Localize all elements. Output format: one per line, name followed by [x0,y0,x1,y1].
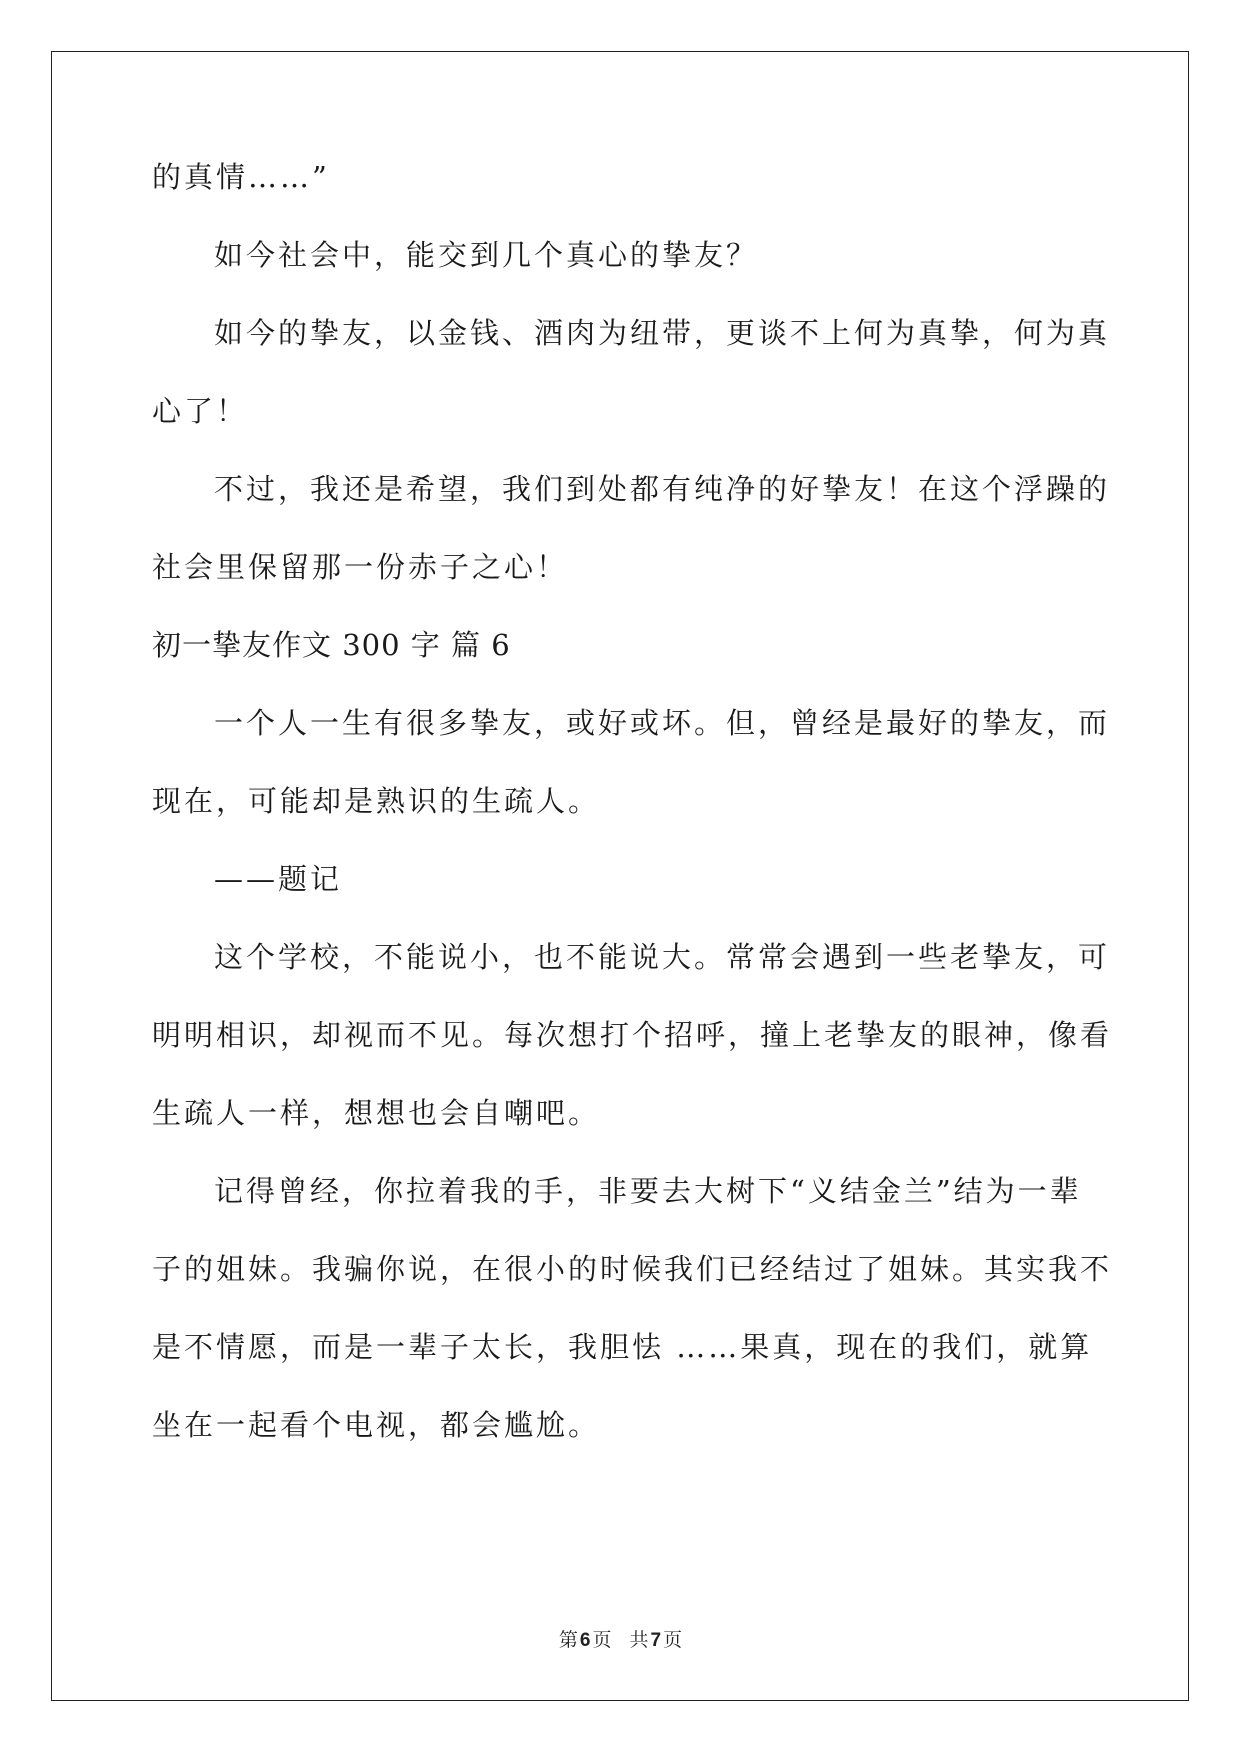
text-line: 坐在一起看个电视，都会尴尬。 [152,1408,601,1442]
epigraph-attribution: ——题记 [214,862,343,896]
total-prefix: 共 [629,1629,649,1651]
section-heading: 初一挚友作文 300 字 篇 6 [152,628,511,662]
paragraph-line: 一个人一生有很多挚友，或好或坏。但，曾经是最好的挚友，而 [214,706,1111,740]
text-line: 生疏人一样，想想也会自嘲吧。 [152,1096,601,1130]
paragraph-line: 不过，我还是希望，我们到处都有纯净的好挚友！在这个浮躁的 [214,472,1111,506]
page-current: 6 [579,1630,591,1651]
page-prefix: 第 [558,1629,578,1651]
page-footer [0,1628,1241,1653]
total-suffix: 页 [663,1629,683,1651]
text-line: 子的姐妹。我骗你说，在很小的时候我们已经结过了姐妹。其实我不 [152,1252,1113,1286]
paragraph-line: 如今社会中，能交到几个真心的挚友？ [214,238,759,272]
paragraph-line: 这个学校，不能说小，也不能说大。常常会遇到一些老挚友，可 [214,940,1111,974]
text-line: 心了！ [152,394,249,428]
page-suffix: 页 [592,1629,612,1651]
text-line: 是不情愿，而是一辈子太长，我胆怯 ……果真，现在的我们，就算 [152,1330,1093,1364]
document-body [152,158,1113,1444]
page-total: 7 [650,1630,662,1651]
text-line: 社会里保留那一份赤子之心！ [152,550,569,584]
text-line: 的真情……” [152,160,330,194]
paragraph-line: 如今的挚友，以金钱、酒肉为纽带，更谈不上何为真挚，何为真 [214,316,1111,350]
text-line: 明明相识，却视而不见。每次想打个招呼，撞上老挚友的眼神，像看 [152,1018,1113,1052]
paragraph-line: 记得曾经，你拉着我的手，非要去大树下“义结金兰”结为一辈 [214,1174,1082,1208]
text-line: 现在，可能却是熟识的生疏人。 [152,784,601,818]
